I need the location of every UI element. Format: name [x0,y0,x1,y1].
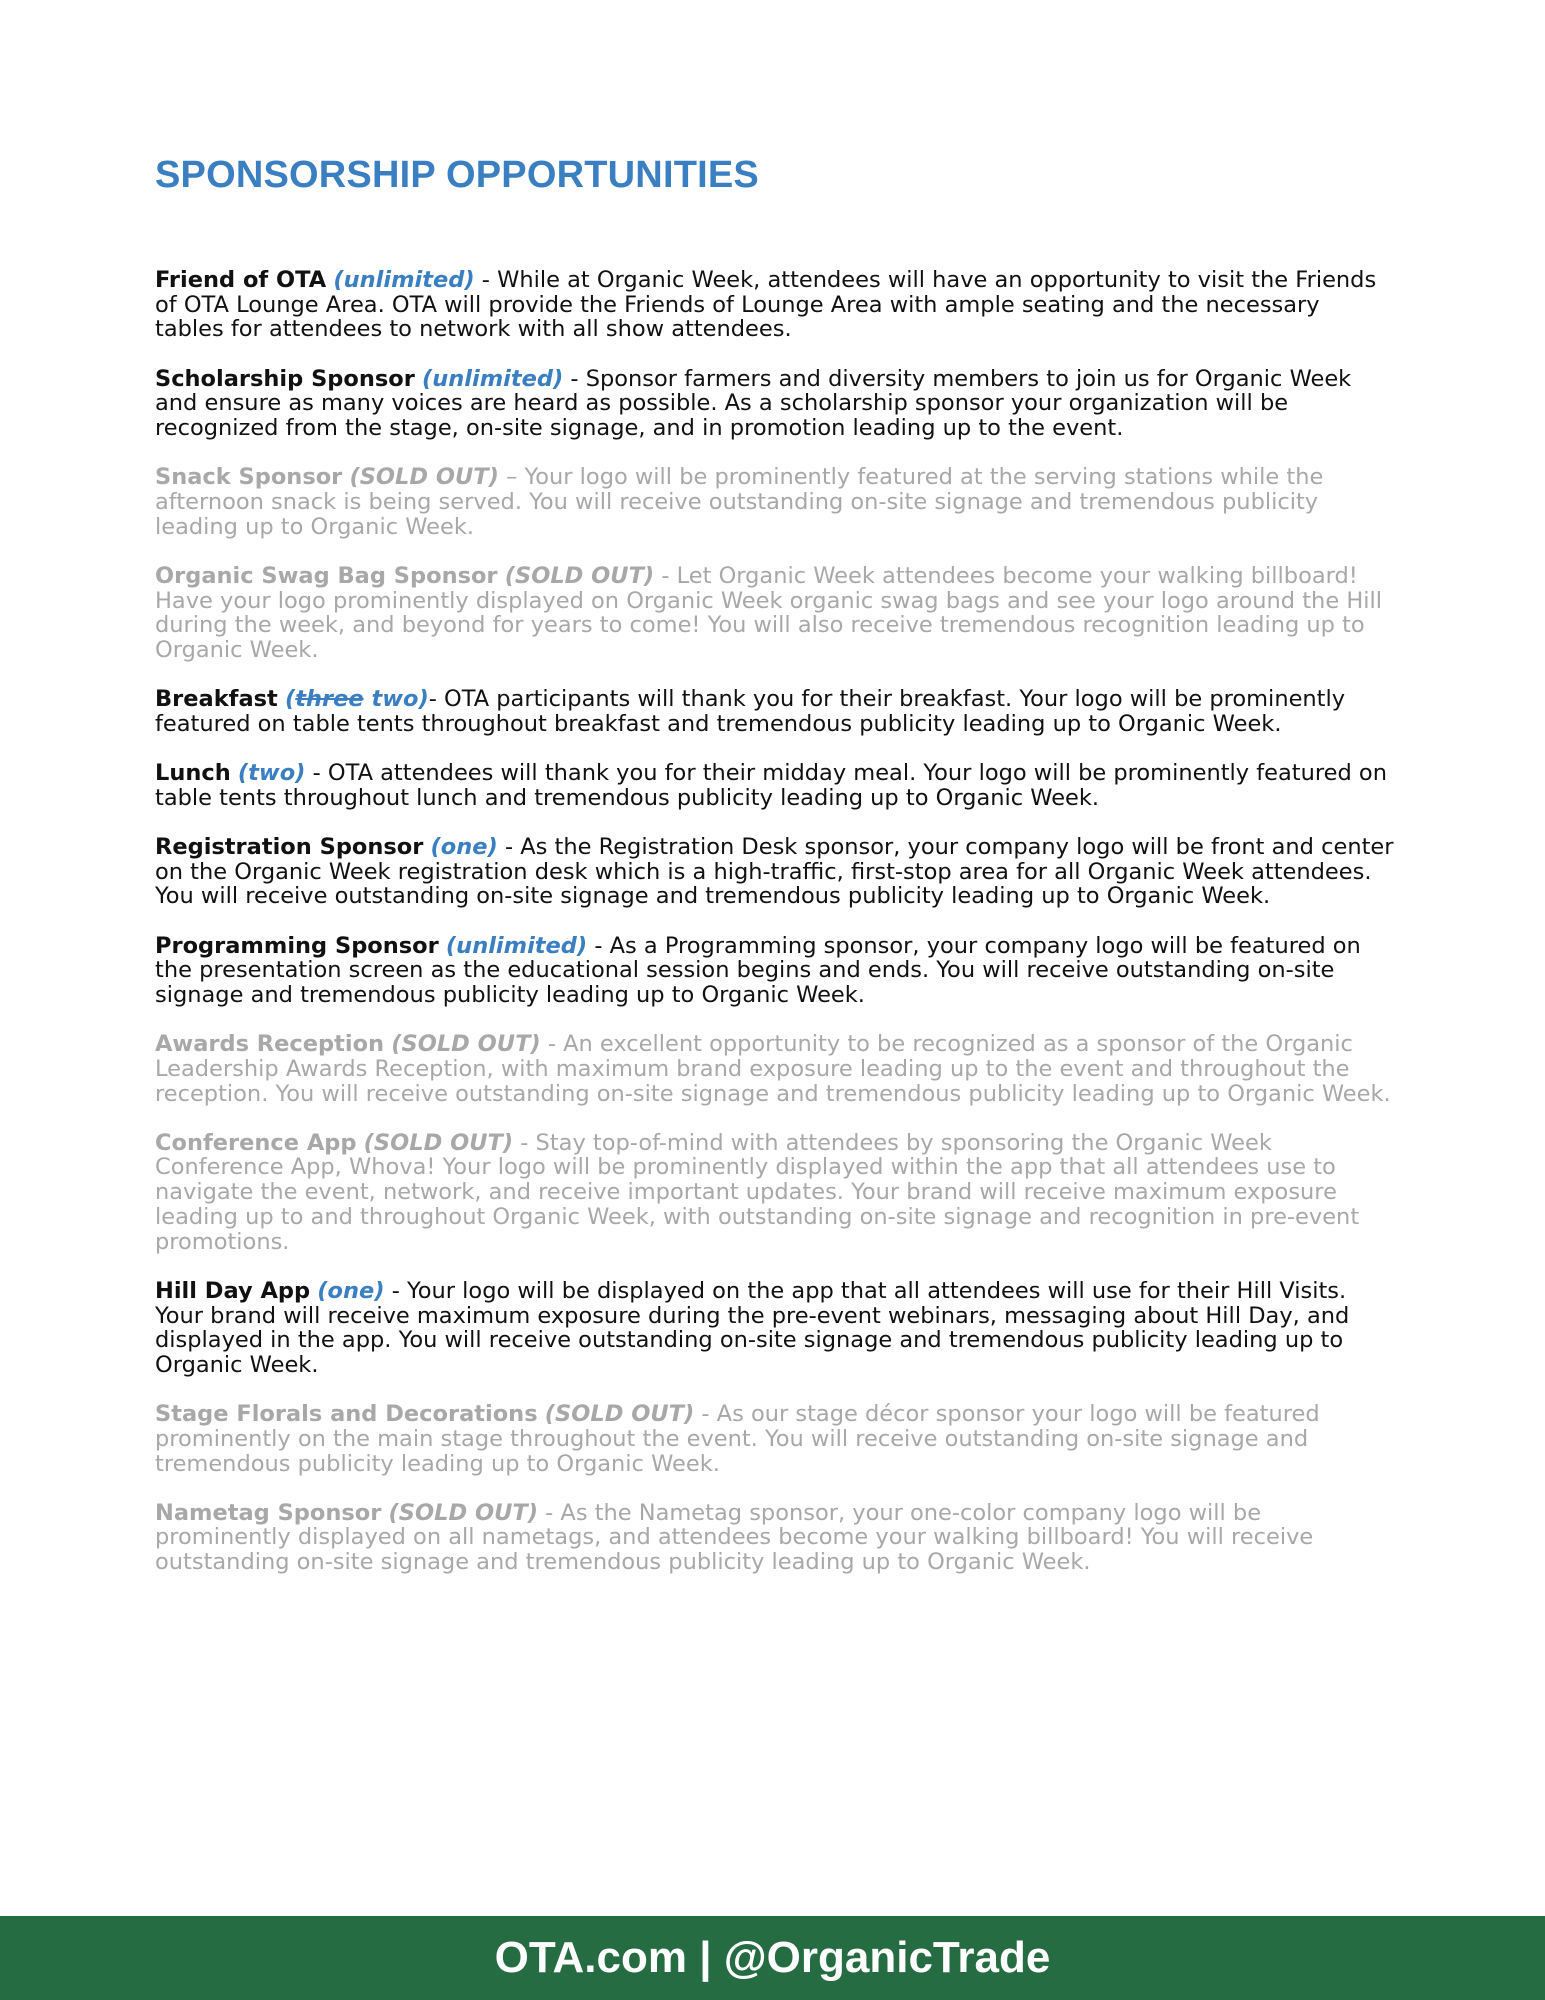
availability-label: (two) [237,760,306,787]
sponsor-name: Scholarship Sponsor [155,365,415,392]
sponsor-description: - Let Organic Week attendees become your walking billboard! Have your logo prominently displayed on Organic Week organic swag bags and see your logo around the Hill during the week, and beyond for years to come! You will also receive tremendous recognition leading up to Organic Week. [155,562,1382,663]
sponsor-name: Programming Sponsor [155,932,439,959]
sponsor-item-breakfast [155,687,1395,736]
revised-availability: two) [363,686,429,713]
sponsor-description: - While at Organic Week, attendees will have an opportunity to visit the Friends of OTA Lounge Area. OTA will provide the Friends of Lounge Area with ample seating and the necessary tables for attendees to network with all show attendees. [155,267,1377,343]
availability-label: (unlimited) [445,932,588,959]
availability-label: (one) [317,1277,385,1304]
availability-label: (one) [430,833,498,860]
struck-availability: three [295,686,364,713]
sponsor-name: Nametag Sponsor [155,1499,382,1526]
sponsor-item-lunch [155,761,1395,810]
sponsor-item-conference-app [155,1131,1395,1255]
sponsor-name: Friend of OTA [155,267,327,293]
sponsor-description: - As the Registration Desk sponsor, your company logo will be front and center on the Organic Week registration desk which is a high-traffic, first-stop area for all Organic Week attendees. You will receive outstanding on-site signage and tremendous publicity leading up to Organic Week. [155,833,1394,910]
sponsor-item-friend-of-ota [155,268,1395,342]
sponsor-description: - As a Programming sponsor, your company logo will be featured on the presentation screen as the educational session begins and ends. You will receive outstanding on-site signage and tremendous publicity leading up to Organic Week. [155,932,1361,1008]
sponsor-description: – Your logo will be prominently featured at the serving stations while the afternoon snack is being served. You will receive outstanding on-site signage and tremendous publicity leading up to Organic Week. [155,464,1324,540]
sponsor-item-registration [155,835,1395,909]
sponsor-item-nametag [155,1501,1395,1575]
sponsor-item-scholarship [155,367,1395,441]
footer-banner [0,1916,1545,2000]
sponsor-name: Conference App [155,1129,357,1156]
sponsor-description: - Sponsor farmers and diversity members to join us for Organic Week and ensure as many voices are heard as possible. As a scholarship sponsor your organization will be recognized from the stage, on-site signage, and in promotion leading up to the event. [155,365,1352,442]
footer-text: OTA.com | @OrganicTrade [494,1933,1051,1982]
sponsor-description: - As the Nametag sponsor, your one-color company logo will be prominently displayed on all nametags, and attendees become your walking billboard! You will receive outstanding on-site signage and tremendous publicity leading up to Organic Week. [155,1499,1314,1576]
sponsor-item-swag-bag [155,564,1395,663]
availability-label [285,686,429,712]
availability-label: (unlimited) [421,365,564,392]
sponsor-item-stage-florals [155,1402,1395,1476]
sponsor-name: Registration Sponsor [155,833,424,860]
sponsor-name: Awards Reception [155,1031,385,1058]
sponsor-name: Snack Sponsor [155,464,343,491]
sponsor-name: Breakfast [155,686,278,713]
sponsor-item-programming [155,934,1395,1008]
sponsor-item-snack [155,465,1395,539]
sponsor-description: - OTA participants will thank you for their breakfast. Your logo will be prominently featured on table tents throughout breakfast and tremendous publicity leading up to Organic Week. [155,686,1346,737]
availability-label: (SOLD OUT) [363,1129,514,1156]
sponsor-description: - An excellent opportunity to be recognized as a sponsor of the Organic Leadership Awards Reception, with maximum brand exposure leading up to the event and throughout the reception. You will receive outstanding on-site signage and tremendous publicity leading up to Organic Week. [155,1031,1391,1107]
sponsor-name: Lunch [155,760,231,787]
sponsor-description: - Your logo will be displayed on the app that all attendees will use for their Hill Visits. Your brand will receive maximum exposure during the pre-event webinars, messaging about Hill Day, and displayed in the app. You will receive outstanding on-site signage and tremendous publicity leading up to Organic Week. [155,1277,1350,1378]
availability-label: (SOLD OUT) [388,1499,538,1526]
availability-label: (SOLD OUT) [504,562,655,589]
sponsor-name: Stage Florals and Decorations [155,1401,538,1428]
availability-label: (SOLD OUT) [391,1031,541,1058]
sponsor-item-awards-reception [155,1032,1395,1106]
availability-label: (SOLD OUT) [544,1401,695,1428]
sponsorship-list [155,268,1395,1599]
availability-open-paren: ( [284,686,296,713]
sponsor-description: - As our stage décor sponsor your logo will be featured prominently on the main stage throughout the event. You will receive outstanding on-site signage and tremendous publicity leading up to Organic Week. [155,1401,1320,1477]
availability-label: (unlimited) [333,267,475,293]
sponsor-name: Organic Swag Bag Sponsor [155,562,498,589]
sponsor-description: - OTA attendees will thank you for their midday meal. Your logo will be prominently featured on table tents throughout lunch and tremendous publicity leading up to Organic Week. [155,760,1387,811]
availability-label: (SOLD OUT) [349,464,499,491]
sponsor-description: - Stay top-of-mind with attendees by sponsoring the Organic Week Conference App, Whova! Your logo will be prominently displayed within the app that all attendees use to navigate the event, network, and receive important updates. Your brand will receive maximum exposure leading up to and throughout Organic Week, with outstanding on-site signage and recognition in pre-event promotions. [155,1129,1360,1255]
sponsor-item-hill-day-app [155,1279,1395,1378]
sponsor-name: Hill Day App [155,1277,311,1304]
page-title: SPONSORSHIP OPPORTUNITIES [155,154,759,196]
